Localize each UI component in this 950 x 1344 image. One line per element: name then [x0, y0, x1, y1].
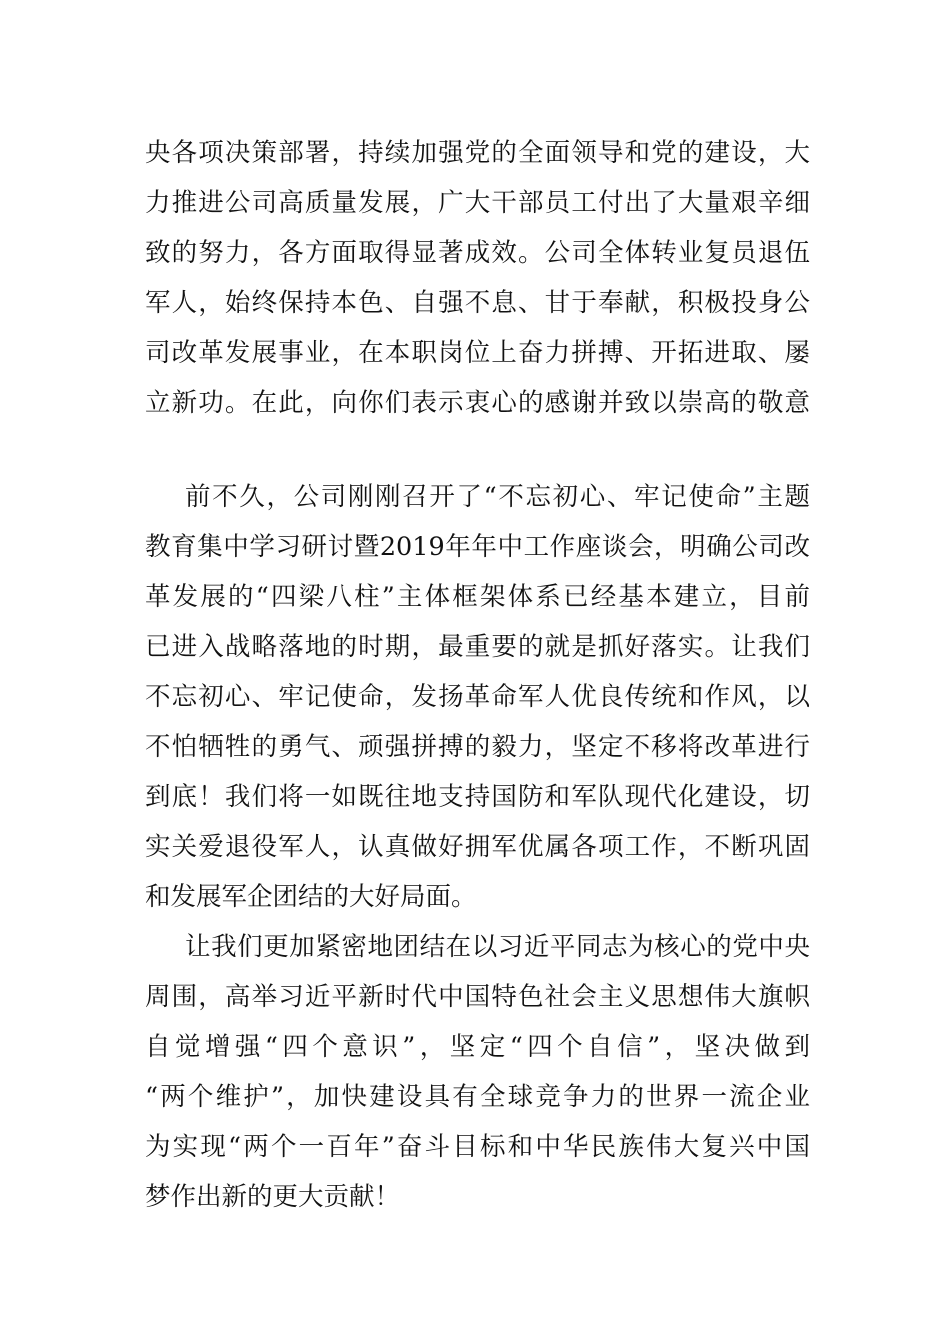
paragraph-line: 不忘初心、牢记使命，发扬革命军人优良传统和作风，以: [145, 682, 810, 712]
paragraph-line: 到底！我们将一如既往地支持国防和军队现代化建设，切: [145, 782, 810, 812]
paragraph-line: 革发展的“四梁八柱”主体框架体系已经基本建立，目前: [145, 582, 810, 612]
paragraph-line: 军人，始终保持本色、自强不息、甘于奉献，积极投身公: [145, 288, 810, 318]
paragraph-line: 司改革发展事业，在本职岗位上奋力拼搏、开拓进取、屡: [145, 338, 810, 368]
paragraph-line: 力推进公司高质量发展，广大干部员工付出了大量艰辛细: [145, 188, 810, 218]
paragraph-line: 立新功。在此，向你们表示衷心的感谢并致以崇高的敬意: [145, 388, 810, 418]
paragraph-line: 央各项决策部署，持续加强党的全面领导和党的建设，大: [145, 138, 810, 168]
paragraph-line: “两个维护”，加快建设具有全球竞争力的世界一流企业: [145, 1082, 810, 1112]
paragraph-line: 梦作出新的更大贡献！: [145, 1182, 401, 1212]
paragraph-line: 为实现“两个一百年”奋斗目标和中华民族伟大复兴中国: [145, 1132, 810, 1162]
paragraph-line: 周围，高举习近平新时代中国特色社会主义思想伟大旗帜: [145, 982, 810, 1012]
paragraph-line: 致的努力，各方面取得显著成效。公司全体转业复员退伍: [145, 238, 810, 268]
paragraph-line: 教育集中学习研讨暨2019年年中工作座谈会，明确公司改: [145, 532, 810, 562]
paragraph-line: 自觉增强“四个意识”，坚定“四个自信”，坚决做到: [145, 1032, 810, 1062]
paragraph-line: 前不久，公司刚刚召开了“不忘初心、牢记使命”主题: [185, 482, 810, 512]
paragraph-line: 让我们更加紧密地团结在以习近平同志为核心的党中央: [185, 932, 810, 962]
paragraph-line: 实关爱退役军人，认真做好拥军优属各项工作，不断巩固: [145, 832, 810, 862]
paragraph-line: 已进入战略落地的时期，最重要的就是抓好落实。让我们: [145, 632, 810, 662]
paragraph-line: 和发展军企团结的大好局面。: [145, 882, 477, 912]
paragraph-line: 不怕牺牲的勇气、顽强拼搏的毅力，坚定不移将改革进行: [145, 732, 810, 762]
